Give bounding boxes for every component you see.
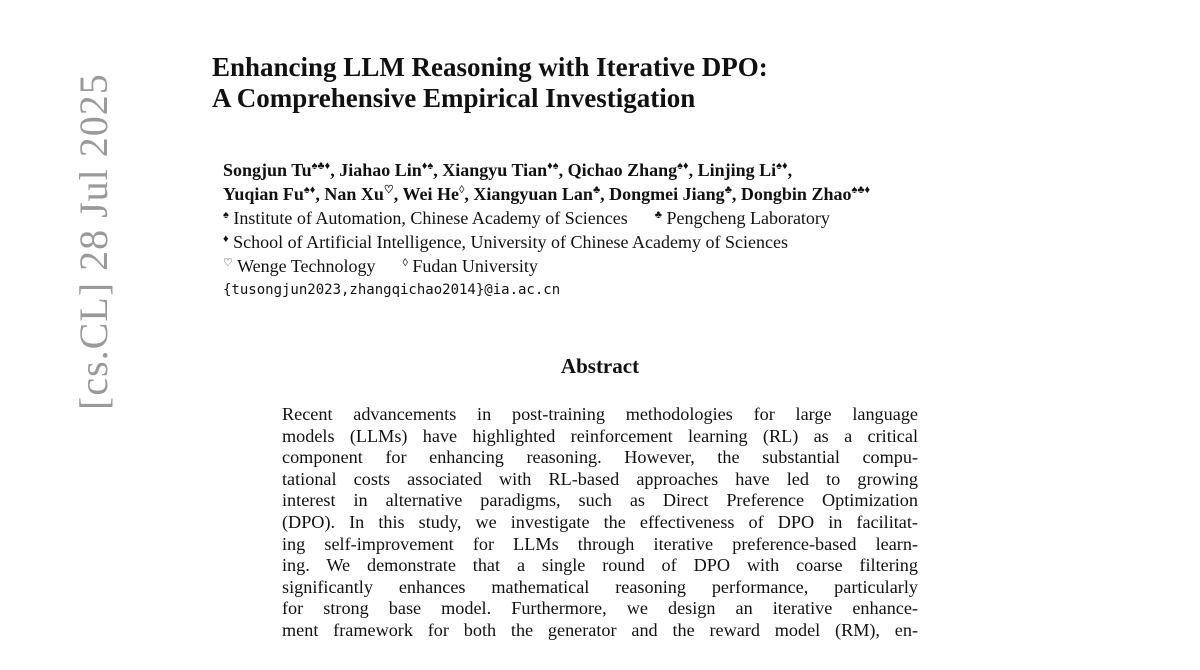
author-name: Nan Xu <box>324 184 384 204</box>
author-name: Linjing Li <box>697 160 777 180</box>
author-name: Jiahao Lin <box>339 160 422 180</box>
affiliation-text: Wenge Technology <box>237 256 376 276</box>
affiliation-line-2 <box>223 230 1083 254</box>
abstract-line: interest in alternative paradigms, such as Direct Preference Optimization <box>282 490 918 511</box>
author-affil-marks: ♡ <box>383 184 394 196</box>
affiliation-text: Pengcheng Laboratory <box>666 208 830 228</box>
author-affil-marks: ♠♣♦ <box>851 184 871 196</box>
affiliation-text: Fudan University <box>412 256 538 276</box>
author-name: Xiangyuan Lan <box>473 184 593 204</box>
affiliation-text: Institute of Automation, Chinese Academy of Sciences <box>233 208 628 228</box>
arxiv-stamp-text: [cs.CL] 28 Jul 2025 <box>71 73 116 410</box>
abstract-line: models (LLMs) have highlighted reinforcement learning (RL) as a critical <box>282 425 918 446</box>
abstract-line: ing self-improvement for LLMs through iterative preference-based learn- <box>282 533 918 554</box>
author-affil-marks: ♣ <box>592 184 601 196</box>
abstract-line: significantly enhances mathematical reasoning performance, particularly <box>282 576 918 597</box>
affiliation-mark: ♠ <box>223 209 229 221</box>
abstract-body <box>282 404 918 642</box>
author-affil-marks: ♣ <box>724 184 732 196</box>
author-name: Dongbin Zhao <box>740 184 852 204</box>
abstract-line: component for enhancing reasoning. However, the substantial compu- <box>282 447 918 468</box>
author-name: Xiangyu Tian <box>442 160 548 180</box>
affiliation-mark: ♦ <box>223 233 229 245</box>
author-affil-marks: ♦♠ <box>547 160 559 172</box>
abstract-heading: Abstract <box>560 354 640 378</box>
affiliation-text: School of Artificial Intelligence, University of Chinese Academy of Sciences <box>233 232 788 252</box>
affiliation-line-3 <box>223 254 1083 278</box>
abstract-line: Recent advancements in post-training methodologies for large language <box>282 404 918 424</box>
title-line-1: Enhancing LLM Reasoning with Iterative DPO: <box>212 52 768 82</box>
abstract-line: tational costs associated with RL-based approaches have led to growing <box>282 468 918 489</box>
author-name: Wei He <box>402 184 459 204</box>
author-affil-marks: ♠♣♦ <box>311 160 331 172</box>
author-affil-marks: ♦♠ <box>421 160 434 172</box>
title-line-2: A Comprehensive Empirical Investigation <box>212 83 696 113</box>
author-affil-marks: ♠♦ <box>303 184 316 196</box>
abstract-line: (DPO). In this study, we investigate the effectiveness of DPO in facilitat- <box>282 511 918 532</box>
contact-email[interactable]: {tusongjun2023,zhangqichao2014}@ia.ac.cn <box>223 282 561 298</box>
author-name: Qichao Zhang <box>567 160 678 180</box>
abstract-line: for strong base model. Furthermore, we design an iterative enhance- <box>282 598 918 619</box>
affiliation-mark: ♡ <box>223 257 233 269</box>
author-line-1: Songjun Tu♠♣♦, Jiahao Lin♦♠, Xiangyu Tian♦♠, Qichao Zhang♠♦, Linjing Li♠♦, <box>223 160 793 180</box>
author-line-2: Yuqian Fu♠♦, Nan Xu♡, Wei He◊, Xiangyuan Lan♣, Dongmei Jiang♣, Dongbin Zhao♠♣♦ <box>223 184 871 204</box>
author-name: Dongmei Jiang <box>609 184 725 204</box>
affiliation-mark: ◊ <box>402 257 408 269</box>
affiliation-line-1 <box>223 206 1083 230</box>
author-affil-marks: ♠♦ <box>776 160 788 172</box>
arxiv-stamp <box>28 10 116 670</box>
author-affil-marks: ◊ <box>458 184 465 196</box>
abstract-line: ment framework for both the generator and the reward model (RM), en- <box>282 619 918 640</box>
author-name: Yuqian Fu <box>223 184 304 204</box>
author-name: Songjun Tu <box>223 160 312 180</box>
affiliation-mark: ♣ <box>654 209 662 221</box>
abstract-line: ing. We demonstrate that a single round of DPO with coarse filtering <box>282 555 918 576</box>
author-affil-marks: ♠♦ <box>677 160 689 172</box>
paper-title <box>212 52 1032 114</box>
author-block <box>223 158 1083 302</box>
